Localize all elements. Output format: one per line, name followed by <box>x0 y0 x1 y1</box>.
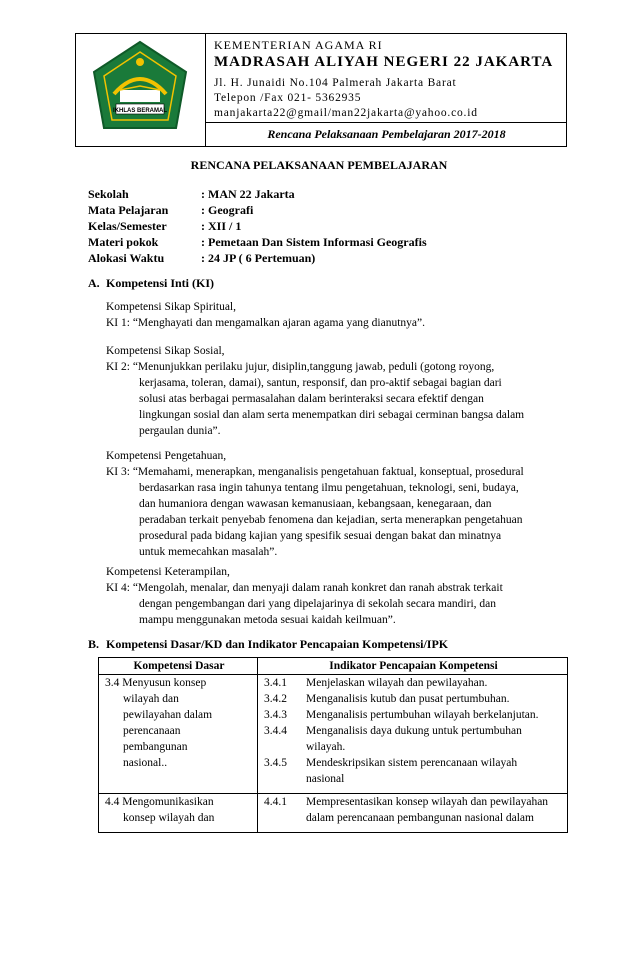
ipk-text: wilayah. <box>306 741 346 753</box>
kd-text: wilayah dan <box>123 693 179 705</box>
ki4-line: KI 4: “Mengolah, menalar, dan menyaji dalam ranah konkret dan ranah abstrak terkait <box>106 582 503 594</box>
ipk-text: Menganalisis pertumbuhan wilayah berkelanjutan. <box>306 709 539 721</box>
school-email: manjakarta22@gmail/man22jakarta@yahoo.co.id <box>214 107 478 119</box>
ki2-line: lingkungan sosial dan alam serta menempatkan diri sebagai cerminan bangsa dalam <box>139 409 525 421</box>
header-ipk: Indikator Pencapaian Kompetensi <box>329 660 498 672</box>
ipk-text: Menganalisis kutub dan pusat pertumbuhan. <box>306 693 510 705</box>
ki4-line: mampu menggunakan metoda sesuai kaidah keilmuan”. <box>139 614 396 626</box>
ipk-code: 4.4.1 <box>264 796 287 808</box>
kd-text: pembangunan <box>123 741 188 753</box>
kd-text: 3.4 Menyusun konsep <box>105 677 207 689</box>
ipk-code: 3.4.2 <box>264 693 287 705</box>
ipk-code: 3.4.1 <box>264 677 287 689</box>
ki3-line: dan humaniora dengan wawasan kemanusiaan, kebangsaan, kenegaraan, dan <box>139 498 492 510</box>
ki2-line: kerjasama, toleran, damai), santun, responsif, dan pro-aktif sebagai bagian dari <box>139 377 502 389</box>
identity-value: : Pemetaan Dan Sistem Informasi Geografis <box>201 235 427 249</box>
letterhead-info <box>206 34 567 123</box>
kd-table <box>98 657 568 833</box>
ipk-text: nasional <box>306 773 345 785</box>
section-letter: B. <box>88 637 100 651</box>
ipk-text: Menjelaskan wilayah dan pewilayahan. <box>306 677 488 689</box>
ipk-text: dalam perencanaan pembangunan nasional dalam <box>306 812 534 824</box>
ki3-line: peradaban terkait penyebab fenomena dan kejadian, serta menerapkan pengetahuan <box>139 514 523 526</box>
kd-text: konsep wilayah dan <box>123 812 215 824</box>
ipk-code: 3.4.5 <box>264 757 287 769</box>
school-address: Jl. H. Junaidi No.104 Palmerah Jakarta Barat <box>214 77 457 89</box>
table-row <box>257 674 568 794</box>
identity-value: : XII / 1 <box>201 219 242 233</box>
ki3-heading: Kompetensi Pengetahuan, <box>106 450 227 462</box>
section-title: Kompetensi Dasar/KD dan Indikator Pencapaian Kompetensi/IPK <box>106 637 449 651</box>
ministry-logo <box>76 34 205 146</box>
kd-text: pewilayahan dalam <box>123 709 213 721</box>
section-letter: A. <box>88 276 100 290</box>
section-title: Kompetensi Inti (KI) <box>106 276 214 290</box>
document-title: RENCANA PELAKSANAAN PEMBELAJARAN <box>190 158 448 172</box>
ipk-text: Menganalisis daya dukung untuk pertumbuhan <box>306 725 522 737</box>
ki3-line: untuk memecahkan masalah”. <box>139 546 278 558</box>
identity-value: : Geografi <box>201 203 254 217</box>
identity-value: : 24 JP ( 6 Pertemuan) <box>201 251 316 265</box>
ipk-code: 3.4.4 <box>264 725 287 737</box>
table-row <box>98 674 258 794</box>
header-kd: Kompetensi Dasar <box>133 660 225 672</box>
ki4-heading: Kompetensi Keterampilan, <box>106 566 230 578</box>
ki4-line: dengan pengembangan dari yang dipelajarinya di sekolah secara mandiri, dan <box>139 598 496 610</box>
ki2-line: pergaulan dunia”. <box>139 425 221 437</box>
identity-label: Mata Pelajaran <box>88 203 169 217</box>
table-row <box>98 793 258 833</box>
identity-label: Alokasi Waktu <box>88 251 165 265</box>
school-phone: Telepon /Fax 021- 5362935 <box>214 92 362 104</box>
ipk-text: Mempresentasikan konsep wilayah dan pewilayahan <box>306 796 549 808</box>
ki1-heading: Kompetensi Sikap Spiritual, <box>106 301 237 313</box>
logo-cell <box>76 34 206 146</box>
ki3-line: KI 3: “Memahami, menerapkan, menganalisis pengetahuan faktual, konseptual, prosedural <box>106 466 524 478</box>
table-header-cell <box>98 657 258 675</box>
identity-label: Materi pokok <box>88 235 159 249</box>
ki2-line: KI 2: “Menunjukkan perilaku jujur, disiplin,tanggung jawab, peduli (gotong royong, <box>106 361 495 373</box>
ki2-line: solusi atas berbagai permasalahan dalam berinteraksi secara efektif dengan <box>139 393 484 405</box>
table-header-cell <box>257 657 568 675</box>
identity-label: Kelas/Semester <box>88 219 167 233</box>
identity-value: : MAN 22 Jakarta <box>201 187 295 201</box>
school-name: MADRASAH ALIYAH NEGERI 22 JAKARTA <box>214 54 554 70</box>
identity-label: Sekolah <box>88 187 129 201</box>
kd-text: 4.4 Mengomunikasikan <box>105 796 214 808</box>
kd-text: nasional.. <box>123 757 168 769</box>
ki1-line: KI 1: “Menghayati dan mengamalkan ajaran agama yang dianutnya”. <box>106 317 425 329</box>
ki2-heading: Kompetensi Sikap Sosial, <box>106 345 225 357</box>
ki3-line: prosedural pada bidang kajian yang spesifik sesuai dengan bakat dan minatnya <box>139 530 502 542</box>
ipk-code: 3.4.3 <box>264 709 287 721</box>
rpp-label: Rencana Pelaksanaan Pembelajaran 2017-2018 <box>267 127 506 141</box>
table-row <box>257 793 568 833</box>
ipk-text: Mendeskripsikan sistem perencanaan wilayah <box>306 757 518 769</box>
logo-motto: IKHLAS BERAMAL <box>113 108 167 114</box>
letterhead <box>75 33 567 147</box>
ministry-name: KEMENTERIAN AGAMA RI <box>214 38 383 52</box>
ki3-line: berdasarkan rasa ingin tahunya tentang ilmu pengetahuan, teknologi, seni, budaya, <box>139 482 519 494</box>
kd-text: perencanaan <box>123 725 181 737</box>
